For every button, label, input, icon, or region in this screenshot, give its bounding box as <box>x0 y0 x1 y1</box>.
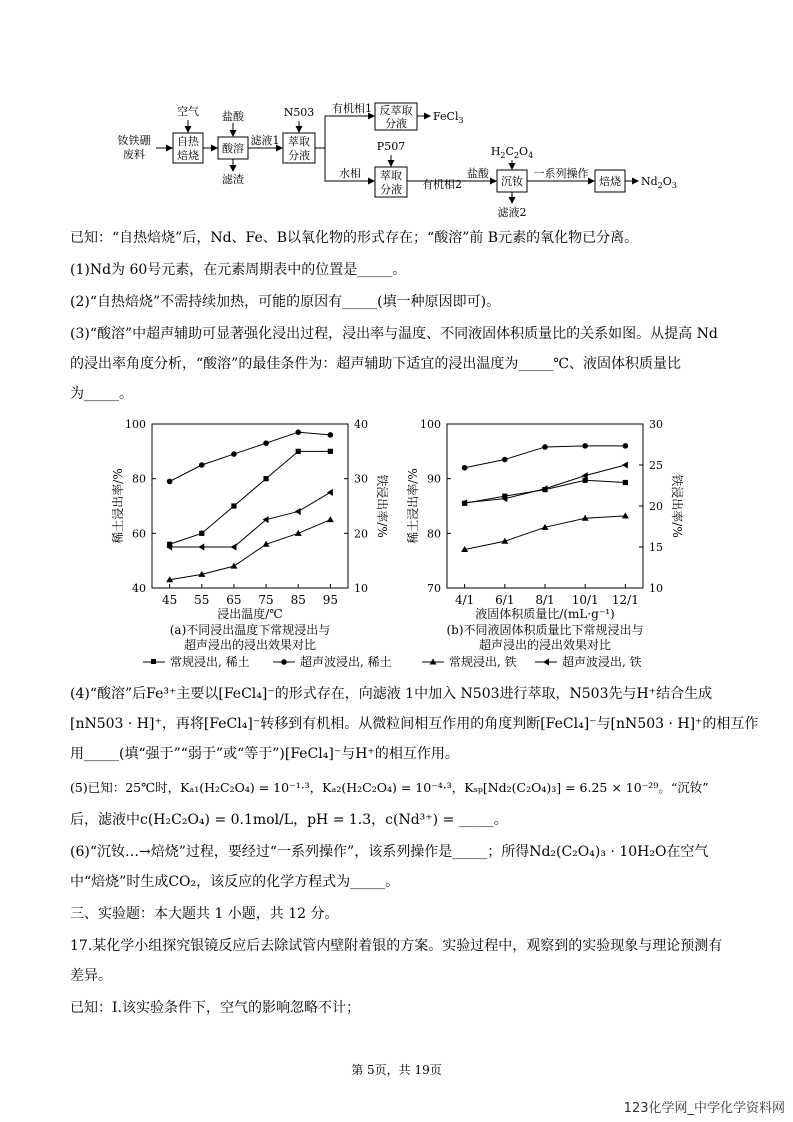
data-point <box>295 429 301 435</box>
y-axis-right-title: 铁浸出率/% <box>670 474 684 538</box>
right-tick-label: 10 <box>354 582 368 595</box>
flow-organic-1: 有机相1 <box>332 102 372 115</box>
question-5-line-1: (5)已知：25℃时，Kₐ₁(H₂C₂O₄) = 10⁻¹·³，Kₐ₂(H₂C₂O₄) = 10⁻⁴·³，Kₛₚ[Nd₂(C₂O₄)₃] = 6.25 × 10⁻²⁹。“沉钕” <box>70 780 709 795</box>
flow-extract-2: 分液 <box>288 149 310 162</box>
flow-filtrate-2: 滤液2 <box>497 206 527 219</box>
flow-roast-2: 焙烧 <box>177 149 199 162</box>
x-axis-title: 液固体积质量比/(mL·g⁻¹) <box>475 607 615 621</box>
svg-text:超声波浸出, 稀土: 超声波浸出, 稀土 <box>300 655 392 669</box>
x-tick-label: 12/1 <box>611 593 639 607</box>
flow-feed-2: 废料 <box>123 148 145 161</box>
x-axis-title: 浸出温度/℃ <box>217 607 283 621</box>
question-4-line-1: (4)“酸溶”后Fe³⁺主要以[FeCl₄]⁻的形式存在，向滤液 1中加入 N503进行萃取，N503先与H⁺结合生成 <box>70 686 713 702</box>
question-4-line-2: [nN503 · H]⁺，再将[FeCl₄]⁻转移到有机相。从微粒间相互作用的角度判断[FeCl₄]⁻与[nN503 · H]⁺的相互作 <box>70 716 759 732</box>
x-tick-label: 95 <box>322 593 339 607</box>
flow-acid: 酸溶 <box>222 142 244 155</box>
flow-hcl-1: 盐酸 <box>222 110 244 123</box>
watermark: 123化学网_中学化学资料网 <box>623 1101 785 1116</box>
data-point <box>622 462 628 469</box>
flow-residue: 滤渣 <box>222 173 244 186</box>
data-point <box>231 503 236 508</box>
x-tick-label: 75 <box>258 593 274 607</box>
legend-item-4 <box>535 654 642 669</box>
chart-caption-2: 超声浸出的浸出效果对比 <box>478 638 612 652</box>
data-point <box>502 457 508 463</box>
flow-extract2-2: 分液 <box>380 183 402 196</box>
data-point <box>263 440 269 446</box>
series-line <box>465 516 626 550</box>
left-tick-label: 60 <box>132 527 146 541</box>
x-tick-label: 85 <box>290 593 306 607</box>
series-line <box>170 492 331 547</box>
chart-liquid-solid-ratio <box>395 410 695 655</box>
flow-hcl-2: 盐酸 <box>467 167 489 180</box>
flow-product: $Nd_2O_3$ <box>641 175 677 190</box>
chart-caption-2: 超声浸出的浸出效果对比 <box>183 638 317 652</box>
process-flowchart <box>110 95 710 225</box>
series-line <box>170 520 331 580</box>
flow-roast-1: 自热 <box>177 135 199 148</box>
question-3-line-1: (3)“酸溶”中超声辅助可显著强化浸出过程，浸出率与温度、不同液固体积质量比的关系如图。从提高 Nd <box>70 326 718 342</box>
data-point <box>199 531 204 536</box>
y-axis-left-title: 稀土浸出率/% <box>406 468 420 544</box>
right-tick-label: 30 <box>354 472 368 486</box>
section-3-heading: 三、实验题：本大题共 1 小题，共 12 分。 <box>70 906 339 922</box>
question-17-line-1: 17.某化学小组探究银镜反应后去除试管内壁附着银的方案。实验过程中，观察到的实验现象与理论预测有 <box>70 938 723 954</box>
right-tick-label: 25 <box>649 459 663 472</box>
known-note: 已知：“自热焙烧”后，Nd、Fe、B以氧化物的形式存在；“酸溶”前 B元素的氧化物已分离。 <box>70 230 639 246</box>
data-point <box>296 449 301 454</box>
flow-extract2-1: 萃取 <box>380 169 402 182</box>
series-3 <box>166 516 334 582</box>
data-point <box>328 449 333 454</box>
flow-extract-1: 萃取 <box>288 135 310 148</box>
question-6-line-1: (6)“沉钕…→焙烧”过程，要经过“一系列操作”，该系列操作是_____；所得Nd₂(C₂O₄)₃ · 10H₂O在空气 <box>70 844 709 860</box>
chart-legend <box>140 653 670 671</box>
x-tick-label: 10/1 <box>571 593 599 607</box>
left-tick-label: 100 <box>420 418 441 431</box>
left-tick-label: 100 <box>125 418 146 431</box>
flow-roast-2b: 焙烧 <box>599 175 621 188</box>
series-2 <box>462 443 628 470</box>
left-tick-label: 80 <box>132 472 146 486</box>
flow-ops: 一系列操作 <box>533 167 589 180</box>
question-6-line-2: 中“焙烧”时生成CO₂，该反应的化学方程式为_____。 <box>70 874 400 890</box>
svg-text:常规浸出, 铁: 常规浸出, 铁 <box>449 655 517 669</box>
right-tick-label: 30 <box>649 418 663 431</box>
legend-item-3 <box>422 654 517 669</box>
series-line <box>170 432 331 481</box>
question-4-line-3: 用_____(填“强于”“弱于”或“等于”)[FeCl₄]⁻与H⁺的相互作用。 <box>70 746 459 762</box>
chart-temperature <box>100 410 400 655</box>
question-5-line-2: 后，滤液中c(H₂C₂O₄) = 0.1mol/L，pH = 1.3，c(Nd³⁺) = _____。 <box>70 812 508 828</box>
data-point <box>199 462 205 468</box>
y-axis-right-title: 铁浸出率/% <box>375 474 389 538</box>
data-point <box>263 476 268 481</box>
series-1 <box>167 449 333 547</box>
data-point <box>230 544 236 551</box>
page-footer: 第 5页，共 19页 <box>351 1063 442 1077</box>
x-tick-label: 45 <box>161 593 178 607</box>
left-tick-label: 90 <box>427 472 441 486</box>
data-point <box>327 516 334 522</box>
flow-n503: N503 <box>283 106 315 119</box>
right-tick-label: 15 <box>649 541 663 554</box>
left-tick-label: 70 <box>427 582 441 595</box>
left-tick-label: 40 <box>132 582 146 595</box>
legend-item-2 <box>273 654 392 669</box>
question-2: (2)“自热焙烧”不需持续加热，可能的原因有_____(填一种原因即可)。 <box>70 294 501 310</box>
x-tick-label: 4/1 <box>454 593 475 607</box>
series-3 <box>461 512 629 552</box>
right-tick-label: 20 <box>649 500 663 513</box>
svg-text:常规浸出, 稀土: 常规浸出, 稀土 <box>170 655 250 669</box>
data-point <box>623 480 628 485</box>
chart-caption-1: (a)不同浸出温度下常规浸出与 <box>169 623 331 637</box>
flow-water: 水相 <box>339 167 361 180</box>
y-axis-left-title: 稀土浸出率/% <box>111 468 125 544</box>
svg-text:超声波浸出, 铁: 超声波浸出, 铁 <box>562 655 642 669</box>
data-point <box>295 508 301 515</box>
x-tick-label: 55 <box>194 593 210 607</box>
question-3-line-3: 为_____。 <box>70 386 133 402</box>
x-tick-label: 65 <box>226 593 242 607</box>
data-point <box>231 451 237 457</box>
flow-fecl3: FeCl$_3$ <box>433 110 464 125</box>
series-1 <box>462 478 628 506</box>
series-line <box>465 465 626 503</box>
chart-caption-1: (b)不同液固体积质量比下常规浸出与 <box>446 623 644 637</box>
flow-feed-1: 钕铁硼 <box>117 134 151 147</box>
flow-precip: 沉钕 <box>501 175 523 188</box>
data-point <box>582 443 588 449</box>
flow-back-2: 分液 <box>385 117 407 130</box>
right-tick-label: 40 <box>354 418 368 431</box>
legend-item-1 <box>143 654 250 669</box>
flow-oxalic-acid: $H_2C_2O_4$ <box>490 145 534 160</box>
flow-organic-2: 有机相2 <box>422 178 462 191</box>
x-tick-label: 6/1 <box>495 593 515 607</box>
question-1: (1)Nd为 60号元素，在元素周期表中的位置是_____。 <box>70 262 407 278</box>
right-tick-label: 10 <box>649 582 663 595</box>
data-point <box>327 489 333 496</box>
data-point <box>198 544 204 551</box>
data-point <box>542 444 548 450</box>
flow-filtrate-1: 滤液1 <box>250 134 280 147</box>
series-4 <box>166 489 333 551</box>
right-tick-label: 20 <box>354 527 368 541</box>
data-point <box>462 465 468 471</box>
question-17-line-3: 已知：Ⅰ.该实验条件下，空气的影响忽略不计； <box>70 1000 360 1016</box>
series-2 <box>167 429 333 484</box>
flow-p507: P507 <box>376 140 406 153</box>
flow-back-1: 反萃取 <box>379 104 413 117</box>
data-point <box>623 443 629 449</box>
question-17-line-2: 差异。 <box>70 968 112 984</box>
left-tick-label: 80 <box>427 527 441 541</box>
x-tick-label: 8/1 <box>535 593 555 607</box>
data-point <box>622 512 629 518</box>
data-point <box>167 479 173 485</box>
data-point <box>230 563 237 569</box>
flow-air: 空气 <box>177 105 199 118</box>
data-point <box>328 432 334 438</box>
question-3-line-2: 的浸出率角度分析，“酸溶”的最佳条件为：超声辅助下适宜的浸出温度为_____℃、液固体积质量比 <box>70 356 681 372</box>
